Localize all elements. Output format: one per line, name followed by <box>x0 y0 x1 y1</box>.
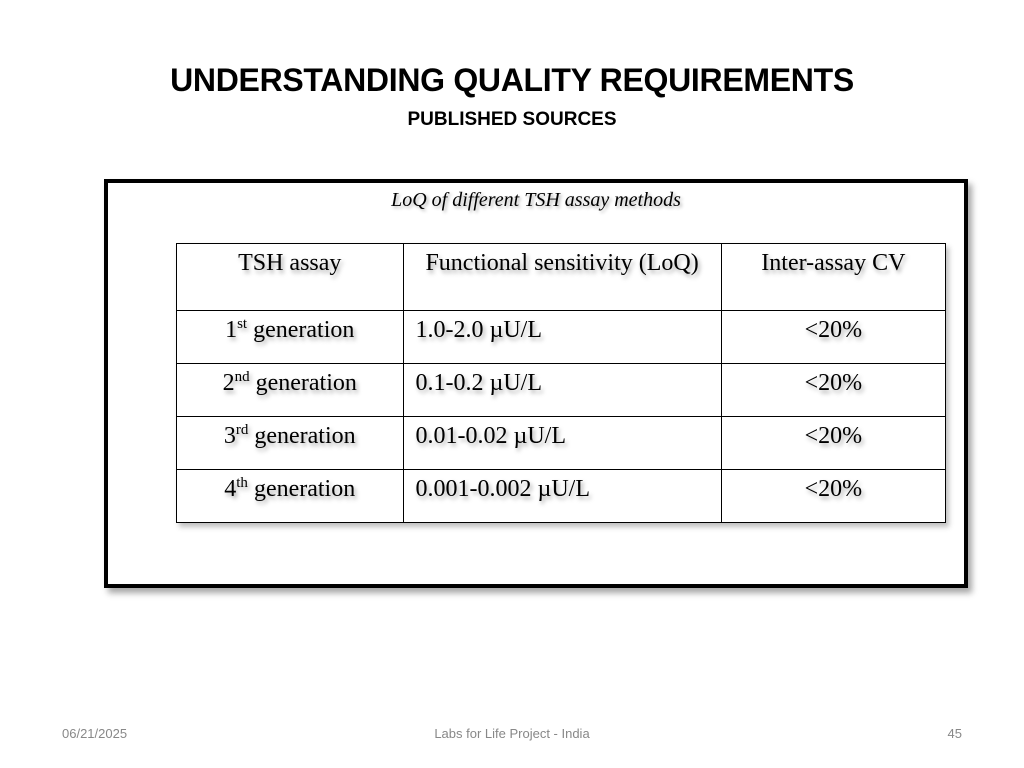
cv-cell: <20% <box>721 417 945 470</box>
table-row <box>177 417 946 470</box>
assay-cell <box>177 311 404 364</box>
sensitivity-cell: 1.0-2.0 µU/L <box>403 311 721 364</box>
generation-number: 1 <box>225 317 238 343</box>
table-header-row <box>177 244 946 311</box>
ordinal-suffix: rd <box>235 422 249 438</box>
slide-subtitle: PUBLISHED SOURCES <box>407 109 617 130</box>
table-row <box>177 470 946 523</box>
ordinal-suffix: nd <box>234 369 250 385</box>
assay-cell <box>177 364 404 417</box>
sensitivity-cell: 0.1-0.2 µU/L <box>403 364 721 417</box>
table-row <box>177 311 946 364</box>
slide-number: 45 <box>947 726 962 741</box>
ordinal-suffix: th <box>236 475 248 491</box>
generation-label: generation <box>253 476 356 502</box>
assay-cell <box>177 470 404 523</box>
generation-label: generation <box>253 317 355 343</box>
table-caption: LoQ of different TSH assay methods <box>391 189 681 211</box>
slide-title: UNDERSTANDING QUALITY REQUIREMENTS <box>170 62 854 98</box>
generation-number: 4 <box>224 476 237 502</box>
header-inter-assay-cv: Inter-assay CV <box>721 244 945 311</box>
tsh-assay-table <box>176 243 946 523</box>
cv-cell: <20% <box>721 470 945 523</box>
sensitivity-cell: 0.001-0.002 µU/L <box>403 470 721 523</box>
cv-cell: <20% <box>721 364 945 417</box>
header-functional-sensitivity: Functional sensitivity (LoQ) <box>403 244 721 311</box>
table-row <box>177 364 946 417</box>
cv-cell: <20% <box>721 311 945 364</box>
generation-number: 2 <box>222 370 235 396</box>
assay-cell <box>177 417 404 470</box>
generation-number: 3 <box>223 423 236 449</box>
generation-label: generation <box>255 370 357 396</box>
header-tsh-assay: TSH assay <box>177 244 404 311</box>
generation-label: generation <box>254 423 356 449</box>
figure-frame <box>104 179 968 588</box>
footer-project-name: Labs for Life Project - India <box>434 726 590 741</box>
ordinal-suffix: st <box>237 316 248 332</box>
footer-date: 06/21/2025 <box>62 726 128 741</box>
sensitivity-cell: 0.01-0.02 µU/L <box>403 417 721 470</box>
